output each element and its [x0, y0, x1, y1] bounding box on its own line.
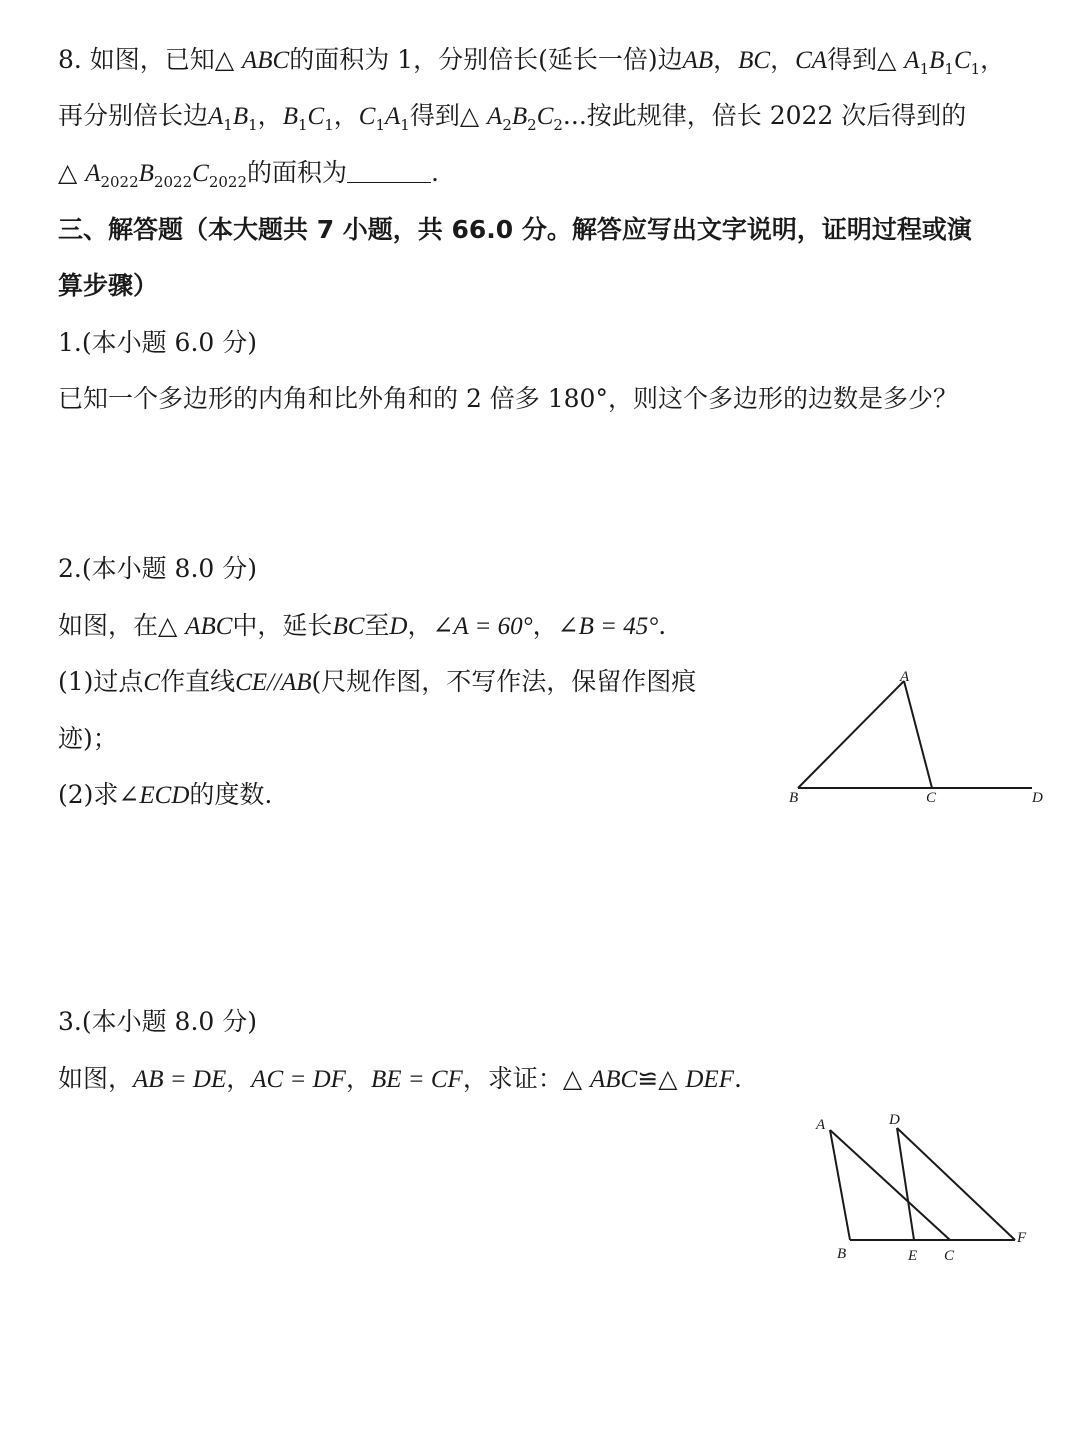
- math-a: A: [904, 47, 920, 74]
- text: ，: [407, 611, 433, 640]
- triangles-figure-3: [800, 1100, 1050, 1270]
- problem-1-header: 1.(本小题 6.0 分): [58, 328, 258, 357]
- math-c: C: [143, 669, 161, 696]
- subscript: 2: [527, 116, 537, 134]
- label-b: B: [837, 1246, 847, 1262]
- text: 得到: [409, 101, 460, 130]
- text: 再分别倍长边: [58, 101, 209, 130]
- label-d: D: [1032, 790, 1043, 806]
- subscript: 2022: [100, 173, 139, 191]
- label-d: D: [889, 1112, 900, 1128]
- math-a: A: [487, 103, 503, 130]
- segment-de: [897, 1128, 914, 1240]
- text: ，: [333, 101, 359, 130]
- subscript: 1: [919, 60, 930, 78]
- problem-2-line-1: [58, 608, 666, 645]
- math-be-eq-cf: BE = CF: [370, 1066, 463, 1093]
- math-angle-a: ∠A = 60°: [432, 613, 533, 640]
- triangle-symbol: △: [58, 158, 78, 187]
- math-c: C: [536, 103, 554, 130]
- segment-df: [897, 1128, 1015, 1240]
- label-c: C: [926, 790, 937, 806]
- text: ，求证：: [462, 1064, 563, 1093]
- text: ...按此规律，倍长 2022 次后得到的: [562, 101, 967, 130]
- subscript: 1: [375, 116, 385, 134]
- math-a: A: [85, 160, 101, 187]
- text: ，: [257, 101, 283, 130]
- label-f: F: [1017, 1230, 1027, 1246]
- problem-1-text: 已知一个多边形的内角和比外角和的 2 倍多 180°，则这个多边形的边数是多少？: [58, 384, 958, 413]
- text: ，: [713, 45, 739, 74]
- triangle-figure-2: [780, 665, 1060, 815]
- text: 至: [364, 611, 390, 640]
- subscript: 1: [223, 116, 233, 134]
- text: (2)求: [58, 780, 119, 809]
- text: 8. 如图，已知: [58, 45, 215, 74]
- text: 如图，在: [58, 611, 159, 640]
- math-angle-b: ∠B = 45°: [557, 613, 659, 640]
- answer-blank[interactable]: [347, 158, 431, 183]
- text: 的面积为: [247, 158, 348, 187]
- math-b: B: [232, 103, 249, 130]
- math-a: A: [385, 103, 401, 130]
- label-a: A: [900, 669, 910, 685]
- subscript: 2: [553, 116, 563, 134]
- text: .: [733, 1064, 742, 1093]
- text: ，: [770, 45, 796, 74]
- math-b: B: [511, 103, 528, 130]
- math-ca: CA: [795, 47, 828, 74]
- text: (尺规作图，不写作法，保留作图痕: [311, 667, 697, 696]
- math-c: C: [307, 103, 325, 130]
- text: 如图，: [58, 1064, 134, 1093]
- math-c: C: [358, 103, 376, 130]
- section-3-heading-cont: 算步骤）: [58, 271, 159, 300]
- subscript: 1: [970, 60, 981, 78]
- text: 中，延长: [232, 611, 333, 640]
- math-angle-ecd: ∠ECD: [118, 782, 190, 809]
- label-c: C: [944, 1248, 955, 1264]
- math-abc: ABC: [590, 1066, 638, 1093]
- problem-2-line-4: [58, 777, 272, 814]
- problem-2-header: 2.(本小题 8.0 分): [58, 554, 258, 583]
- q8-line-2: [58, 98, 966, 135]
- triangle-symbol: △: [877, 45, 897, 74]
- triangle-symbol: △: [562, 1064, 583, 1093]
- math-abc: ABC: [242, 47, 290, 74]
- math-bc: BC: [332, 613, 365, 640]
- math-b: B: [138, 160, 154, 187]
- subscript: 1: [324, 116, 334, 134]
- problem-3-header: 3.(本小题 8.0 分): [58, 1007, 258, 1036]
- math-d: D: [389, 613, 408, 640]
- math-ab-eq-de: AB = DE: [133, 1066, 227, 1093]
- math-b: B: [929, 47, 945, 74]
- text: .: [658, 611, 667, 640]
- triangle-symbol: △: [658, 1064, 678, 1093]
- math-c: C: [953, 47, 971, 74]
- triangle-symbol: △: [158, 611, 178, 640]
- triangle-symbol: △: [459, 101, 480, 130]
- problem-2-line-2: [58, 664, 696, 701]
- text: 的度数.: [189, 780, 273, 809]
- math-ce-parallel-ab: CE//AB: [235, 669, 312, 696]
- text: .: [431, 158, 439, 187]
- math-ab: AB: [682, 47, 714, 74]
- label-a: A: [816, 1117, 826, 1133]
- congruent-symbol: ≌: [637, 1064, 659, 1093]
- text: 作直线: [160, 667, 236, 696]
- subscript: 1: [248, 116, 258, 134]
- text: ，: [226, 1064, 252, 1093]
- q8-line-1: [58, 42, 1005, 79]
- math-b: B: [282, 103, 298, 130]
- section-3-heading: 三、解答题（本大题共 7 小题，共 66.0 分。解答应写出文字说明，证明过程或演: [58, 215, 972, 244]
- subscript: 1: [400, 116, 410, 134]
- q8-line-3: [58, 155, 439, 192]
- label-e: E: [908, 1248, 918, 1264]
- text: ，: [532, 611, 558, 640]
- subscript: 2: [502, 116, 512, 134]
- subscript: 2022: [153, 173, 193, 191]
- math-abc: ABC: [185, 613, 233, 640]
- math-bc: BC: [738, 47, 771, 74]
- text: (1)过点: [58, 667, 144, 696]
- subscript: 2022: [208, 173, 247, 191]
- subscript: 1: [297, 116, 308, 134]
- problem-2-line-3: 迹)；: [58, 724, 118, 753]
- segment-ba: [798, 681, 904, 788]
- text: ，: [980, 45, 1006, 74]
- math-a: A: [208, 103, 224, 130]
- text: ，: [345, 1064, 371, 1093]
- math-c: C: [192, 160, 209, 187]
- math-ac-eq-df: AC = DF: [251, 1066, 346, 1093]
- math-def: DEF: [685, 1066, 734, 1093]
- problem-3-line-1: [58, 1061, 742, 1098]
- text: 得到: [827, 45, 878, 74]
- text: 的面积为 1，分别倍长(延长一倍)边: [289, 45, 683, 74]
- label-b: B: [789, 790, 799, 806]
- triangle-symbol: △: [214, 45, 235, 74]
- subscript: 1: [944, 60, 954, 78]
- segment-ac: [904, 681, 932, 788]
